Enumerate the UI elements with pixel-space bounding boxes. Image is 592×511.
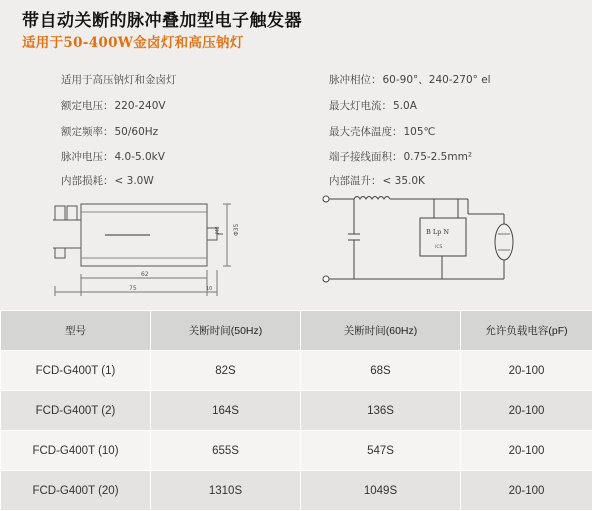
shutoff-time-table — [0, 310, 592, 511]
table-row — [1, 391, 592, 431]
cell-shutoff-60hz: 1049S — [301, 471, 461, 511]
table-row — [1, 351, 592, 391]
dim-outer-length-label: 75 — [129, 285, 137, 292]
cell-model: FCD-G400T (2) — [1, 391, 151, 431]
spec-max-lamp-current: 最大灯电流：5.0A — [328, 98, 417, 113]
spec-pulse-phase: 脉冲相位：60-90°、240-270° el — [328, 72, 491, 87]
cell-shutoff-50hz: 164S — [151, 391, 301, 431]
spec-left-applicable: 适用于高压钠灯和金卤灯 — [60, 72, 178, 87]
cell-shutoff-60hz: 68S — [301, 351, 461, 391]
module-sublabel: ICS — [435, 244, 442, 250]
wiring-diagram — [318, 190, 538, 290]
cell-load-capacitance: 20-100 — [461, 351, 592, 391]
spec-terminal-area: 端子接线面积：0.75-2.5mm² — [328, 149, 472, 164]
spec-rated-frequency: 额定频率：50/60Hz — [60, 124, 158, 139]
cell-shutoff-50hz: 82S — [151, 351, 301, 391]
dimension-drawing — [45, 198, 255, 300]
product-subtitle: 适用于50-400W金卤灯和高压钠灯 — [22, 31, 244, 51]
cell-shutoff-60hz: 547S — [301, 431, 461, 471]
dim-inner-length-label: 62 — [141, 271, 149, 278]
dim-terminal-label: M8 — [215, 227, 221, 235]
cell-model: FCD-G400T (20) — [1, 471, 151, 511]
dim-diameter-label: Φ35 — [233, 223, 240, 236]
spec-pulse-voltage: 脉冲电压：4.0-5.0kV — [60, 149, 165, 164]
table-header-row — [1, 311, 592, 351]
product-title: 带自动关断的脉冲叠加型电子触发器 — [22, 6, 302, 31]
header-shutoff-50hz: 关断时间(50Hz) — [151, 311, 301, 351]
table-row — [1, 471, 592, 511]
header-load-capacitance: 允许负载电容(pF) — [461, 311, 592, 351]
cell-shutoff-50hz: 1310S — [151, 471, 301, 511]
cell-model: FCD-G400T (10) — [1, 431, 151, 471]
spec-max-case-temp: 最大壳体温度：105℃ — [328, 124, 435, 139]
cell-load-capacitance: 20-100 — [461, 391, 592, 431]
table-row — [1, 431, 592, 471]
spec-internal-loss: 内部损耗：< 3.0W — [60, 173, 154, 188]
header-model: 型号 — [1, 311, 151, 351]
dim-tail-label: 10 — [206, 286, 212, 292]
cell-shutoff-60hz: 136S — [301, 391, 461, 431]
spec-internal-temp-rise: 内部温升：< 35.0K — [328, 173, 425, 188]
header-shutoff-60hz: 关断时间(60Hz) — [301, 311, 461, 351]
cell-load-capacitance: 20-100 — [461, 471, 592, 511]
cell-load-capacitance: 20-100 — [461, 431, 592, 471]
module-label: B Lp N — [426, 228, 449, 236]
cell-shutoff-50hz: 655S — [151, 431, 301, 471]
cell-model: FCD-G400T (1) — [1, 351, 151, 391]
spec-rated-voltage: 额定电压：220-240V — [60, 98, 166, 113]
